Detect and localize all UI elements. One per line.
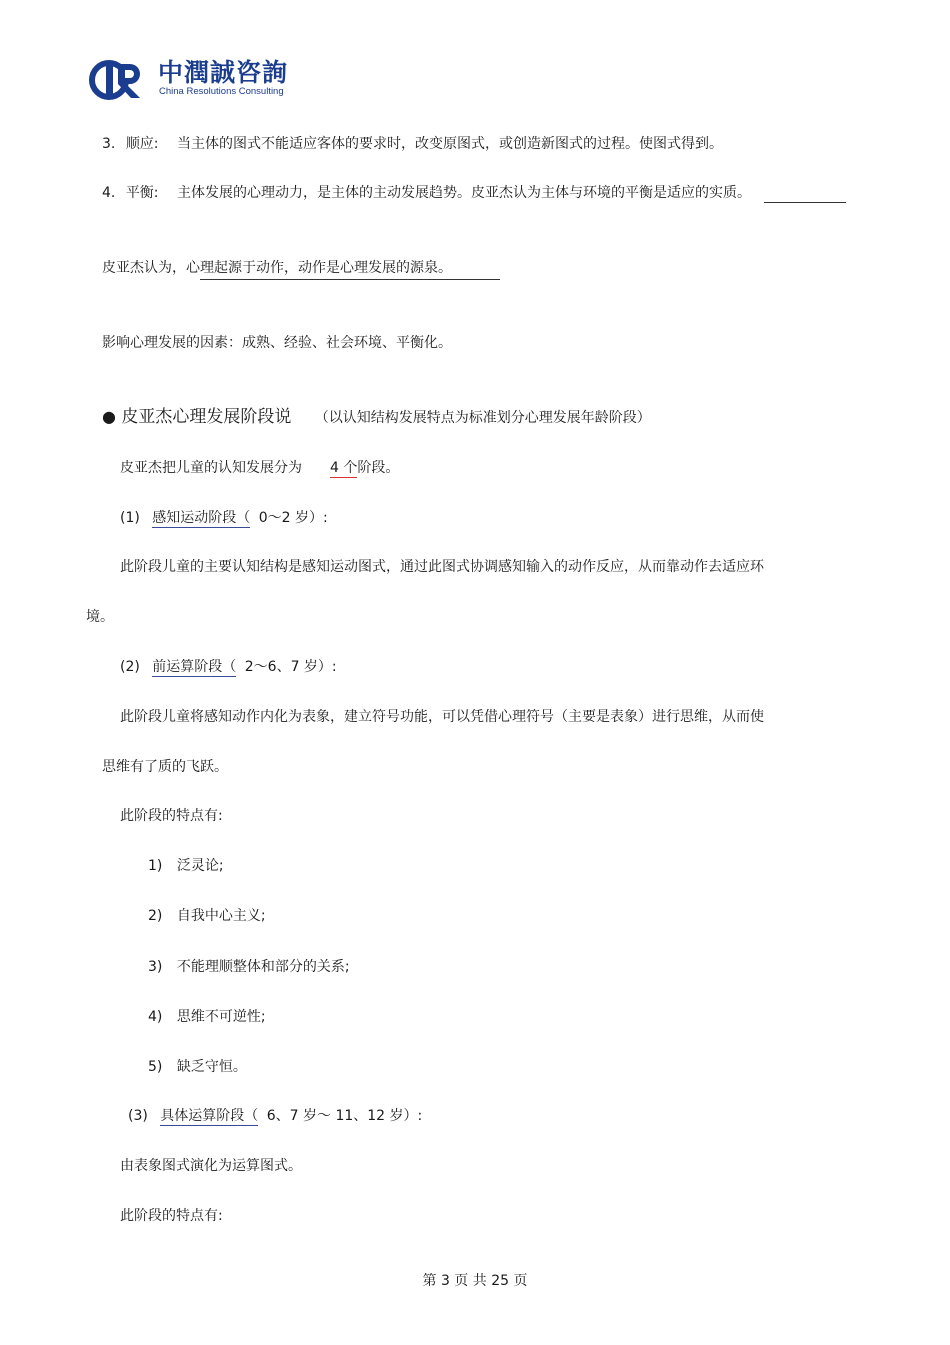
stage-3-title — [128, 1106, 422, 1126]
heading-subtitle: （以认知结构发展特点为标准划分心理发展年龄阶段） — [314, 410, 651, 426]
stage-age: 6、7 岁～ 11、12 岁）: — [266, 1108, 423, 1124]
page-footer: 第 3 页 共 25 页 — [422, 1273, 528, 1289]
heading-title: 皮亚杰心理发展阶段说 — [121, 407, 292, 427]
stage-name: 感知运动阶段（ — [152, 510, 251, 526]
logo-english-name: China Resolutions Consulting — [159, 86, 284, 97]
company-logo — [88, 56, 298, 102]
feature-number: 3) — [148, 959, 163, 975]
feature-number: 5) — [148, 1059, 163, 1075]
feature-item — [148, 906, 266, 926]
stage-1-desc-cont: 境。 — [86, 609, 114, 625]
stage-number: (1) — [120, 510, 140, 526]
logo-chinese-name: 中潤誠咨詢 — [158, 58, 289, 87]
feature-text: 自我中心主义; — [176, 908, 266, 924]
stage-1-title — [120, 508, 328, 528]
stage-number: (3) — [128, 1108, 148, 1124]
stage-name: 具体运算阶段（ — [160, 1108, 259, 1124]
feature-item — [148, 1057, 247, 1077]
stage-2-desc-cont: 思维有了质的飞跃。 — [102, 759, 228, 775]
section-heading — [102, 405, 651, 430]
stage-3-desc: 由表象图式演化为运算图式。 — [120, 1158, 302, 1174]
item-label: 平衡: — [125, 185, 159, 201]
item-number: 4. — [102, 185, 116, 201]
stages-count-line — [120, 458, 399, 478]
stage-2-title — [120, 657, 337, 677]
stages-prefix: 皮亚杰把儿童的认知发展分为 — [120, 460, 302, 476]
feature-item — [148, 1007, 266, 1027]
feature-text: 泛灵论; — [176, 858, 224, 874]
feature-number: 1) — [148, 858, 163, 874]
feature-number: 4) — [148, 1009, 163, 1025]
stage-name: 前运算阶段（ — [152, 659, 237, 675]
origin-underlined: 理起源于动作，动作是心理发展的源泉。 — [200, 258, 500, 280]
item-label: 顺应: — [125, 136, 159, 152]
stage-1-desc: 此阶段儿童的主要认知结构是感知运动图式，通过此图式协调感知输入的动作反应，从而靠动作去适应环 — [120, 559, 764, 575]
item-text: 主体发展的心理动力，是主体的主动发展趋势。皮亚杰认为主体与环境的平衡是适应的实质。 — [176, 185, 751, 201]
item-text: 当主体的图式不能适应客体的要求时，改变原图式，或创造新图式的过程。使图式得到。 — [176, 136, 723, 152]
feature-text: 不能理顺整体和部分的关系; — [176, 959, 350, 975]
stages-suffix: 阶段。 — [357, 460, 400, 476]
feature-text: 思维不可逆性; — [176, 1009, 266, 1025]
feature-number: 2) — [148, 908, 163, 924]
stage-number: (2) — [120, 659, 140, 675]
underline-rule — [764, 202, 846, 203]
item-shunying — [102, 134, 723, 154]
feature-item — [148, 856, 224, 876]
item-number: 3. — [102, 136, 116, 152]
origin-prefix: 皮亚杰认为，心 — [102, 260, 200, 276]
origin-statement — [102, 258, 500, 280]
stages-number: 4 个 — [330, 460, 358, 476]
feature-text: 缺乏守恒。 — [176, 1059, 247, 1075]
stage-age: 2～6、7 岁）: — [244, 659, 337, 675]
feature-item — [148, 957, 350, 977]
cr-logo-icon — [88, 58, 154, 102]
stage-3-features-label: 此阶段的特点有: — [120, 1208, 223, 1224]
factors-statement: 影响心理发展的因素：成熟、经验、社会环境、平衡化。 — [102, 335, 452, 351]
stage-2-features-label: 此阶段的特点有: — [120, 808, 223, 824]
item-pingheng — [102, 183, 751, 203]
bullet-icon: ● — [102, 407, 116, 426]
stage-age: 0～2 岁）: — [258, 510, 328, 526]
stage-2-desc: 此阶段儿童将感知动作内化为表象，建立符号功能，可以凭借心理符号（主要是表象）进行思维，从而使 — [120, 709, 764, 725]
